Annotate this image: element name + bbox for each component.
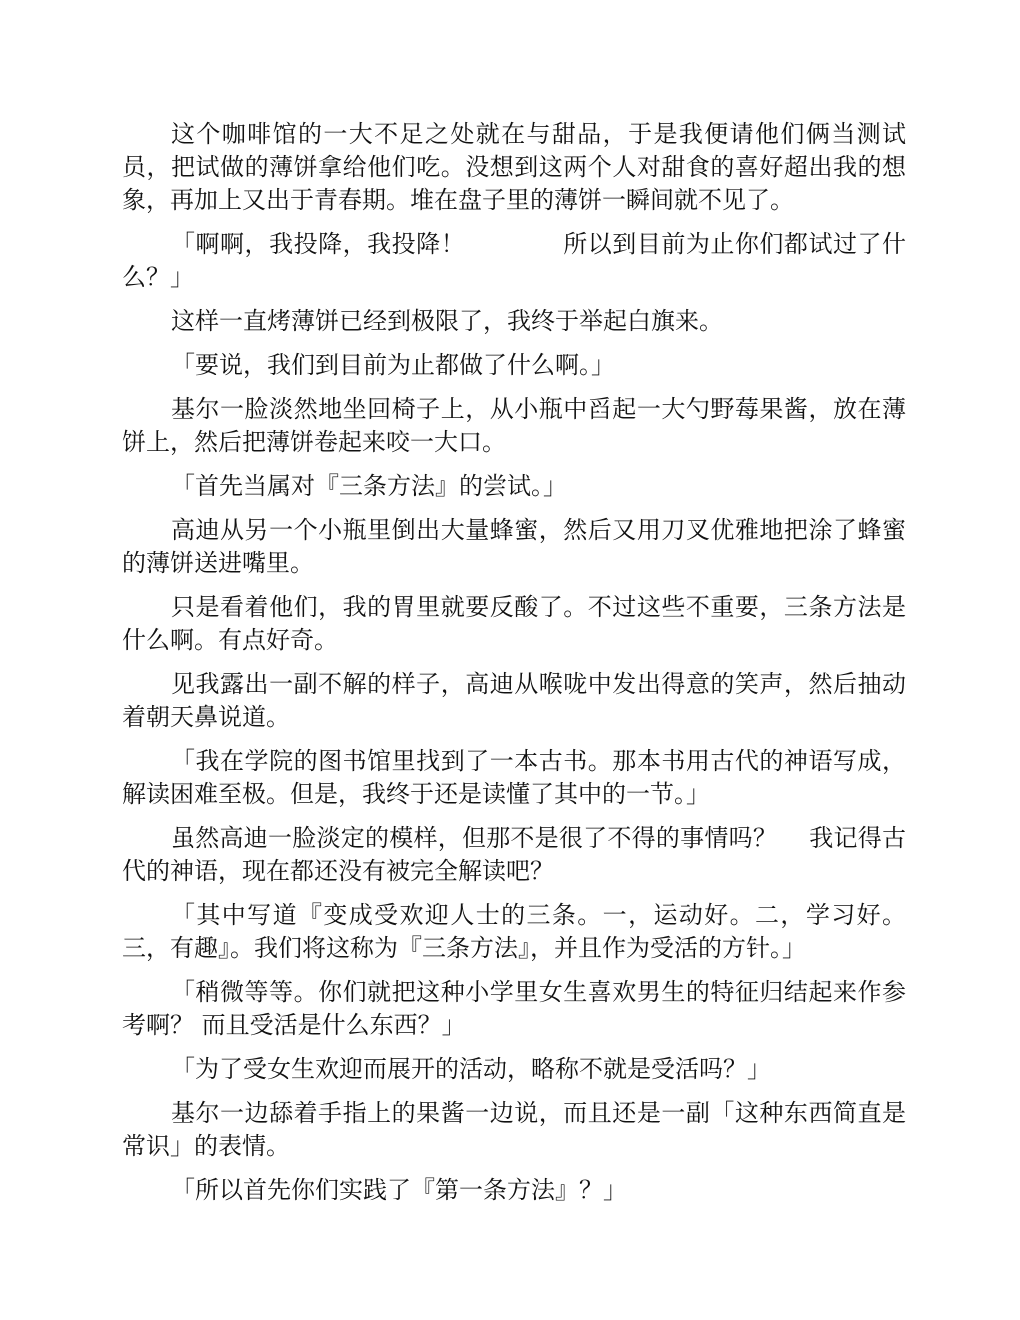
paragraph: 「要说，我们到目前为止都做了什么啊。」 — [171, 351, 615, 379]
paragraph: 「首先当属对『三条方法』的尝试。」 — [171, 472, 567, 500]
paragraph: 「为了受女生欢迎而展开的活动，略称不就是受活吗？」 — [171, 1055, 771, 1083]
paragraph: 基尔一脸淡然地坐回椅子上，从小瓶中舀起一大勺野莓果酱，放在薄饼上，然后把薄饼卷起来咬一大口。 — [122, 395, 906, 456]
document-body — [122, 118, 906, 1218]
paragraph: 「稍微等等。你们就把这种小学里女生喜欢男生的特征归结起来作参考啊？ 而且受活是什么东西？」 — [122, 978, 906, 1039]
paragraph: 「啊啊，我投降，我投降！ 所以到目前为止你们都试过了什么？」 — [122, 230, 906, 291]
paragraph: 「我在学院的图书馆里找到了一本古书。那本书用古代的神语写成，解读困难至极。但是，我终于还是读懂了其中的一节。」 — [122, 747, 906, 808]
paragraph: 基尔一边舔着手指上的果酱一边说，而且还是一副「这种东西简直是常识」的表情。 — [122, 1099, 906, 1160]
paragraph: 高迪从另一个小瓶里倒出大量蜂蜜，然后又用刀叉优雅地把涂了蜂蜜的薄饼送进嘴里。 — [122, 516, 906, 577]
paragraph: 「所以首先你们实践了『第一条方法』？」 — [171, 1176, 627, 1204]
paragraph: 见我露出一副不解的样子，高迪从喉咙中发出得意的笑声，然后抽动着朝天鼻说道。 — [122, 670, 906, 731]
paragraph: 只是看着他们，我的胃里就要反酸了。不过这些不重要，三条方法是什么啊。有点好奇。 — [122, 593, 906, 654]
paragraph: 虽然高迪一脸淡定的模样，但那不是很了不得的事情吗？ 我记得古代的神语，现在都还没有被完全解读吧？ — [122, 824, 906, 885]
paragraph: 「其中写道『变成受欢迎人士的三条。一，运动好。二，学习好。三，有趣』。我们将这称为『三条方法』，并且作为受活的方针。」 — [122, 901, 906, 962]
paragraph: 这样一直烤薄饼已经到极限了，我终于举起白旗来。 — [171, 307, 723, 335]
paragraph: 这个咖啡馆的一大不足之处就在与甜品，于是我便请他们俩当测试员，把试做的薄饼拿给他们吃。没想到这两个人对甜食的喜好超出我的想象，再加上又出于青春期。堆在盘子里的薄饼一瞬间就不见了。 — [122, 120, 906, 214]
